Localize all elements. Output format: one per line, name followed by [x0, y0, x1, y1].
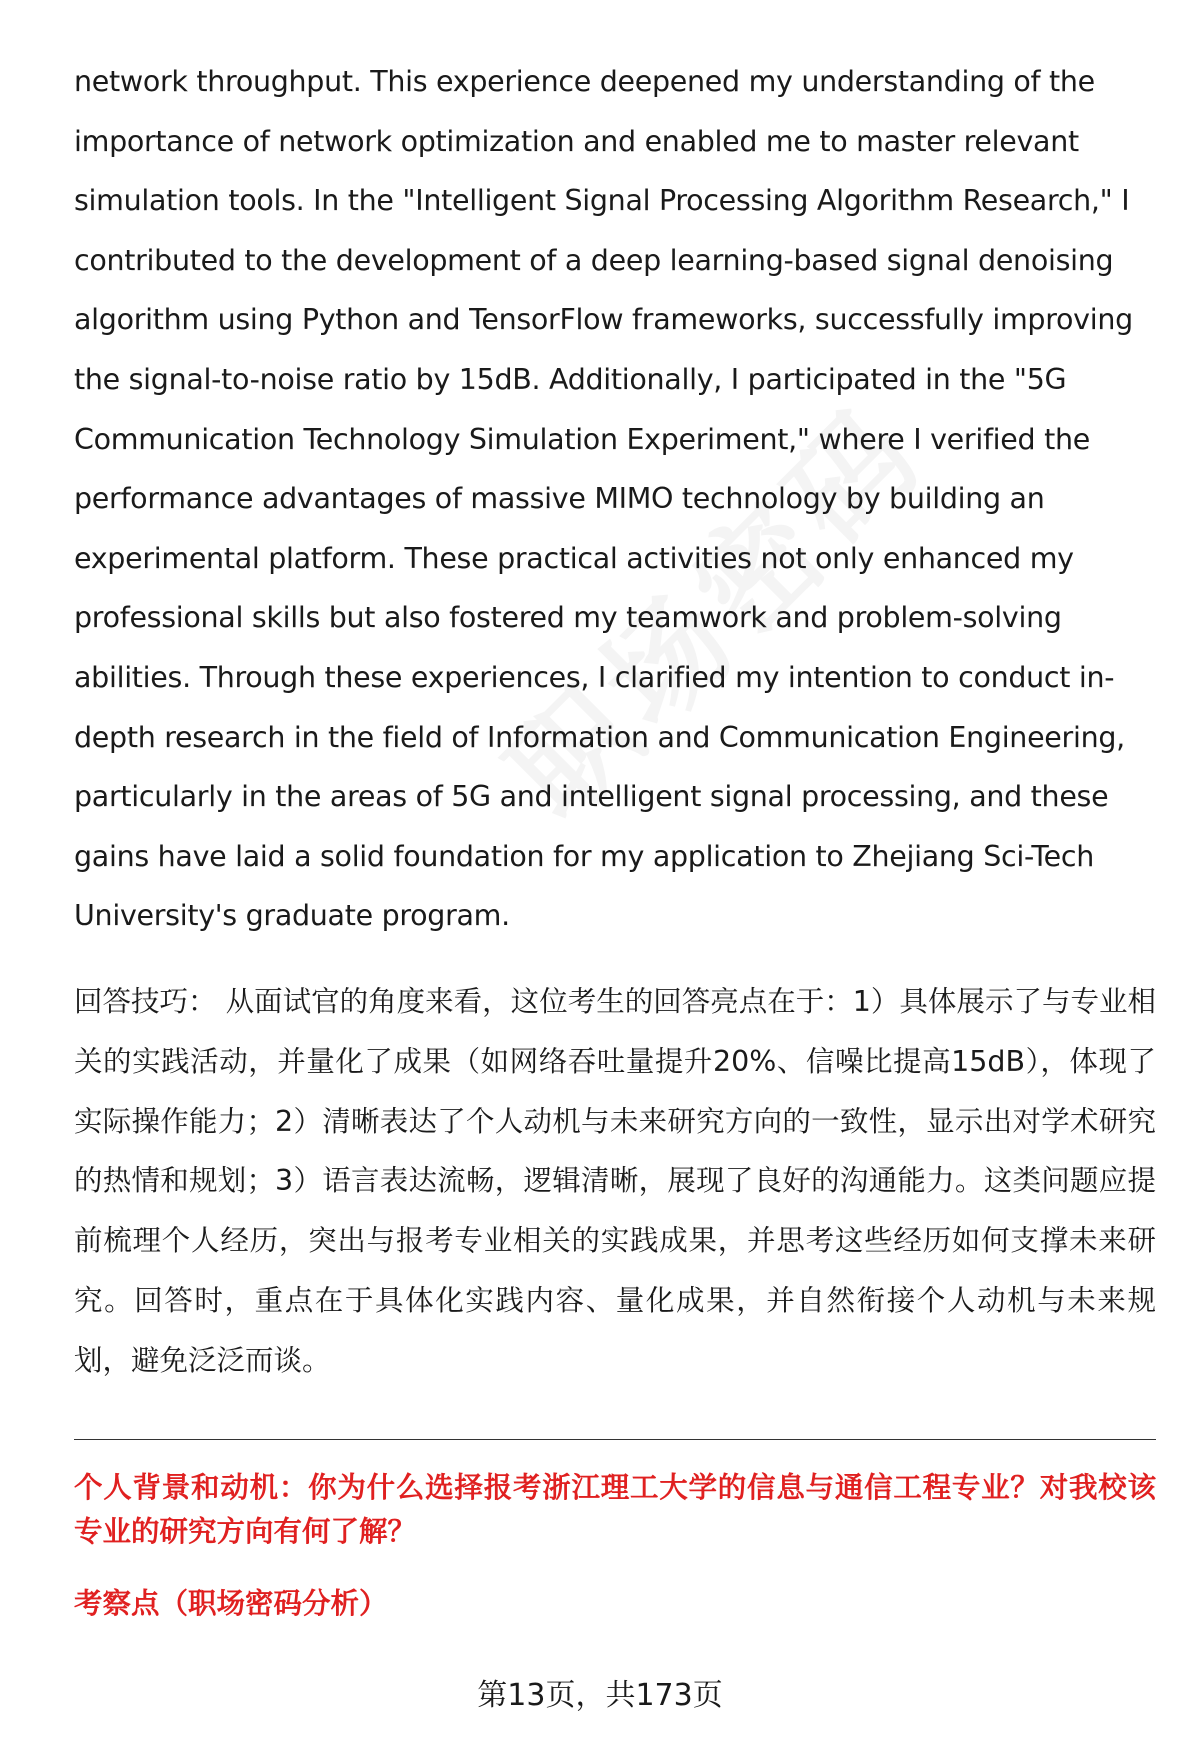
answer-paragraph: network throughput. This experience deepened my understanding of the importance of network optimization and enabled me to master relevant simulation tools. In the "Intelligent Signal Processing Algorithm Research," I contributed to the development of a deep learning-based signal denoising algorithm using Python and TensorFlow frameworks, successfully improving the signal-to-noise ratio by 15dB. Additionally, I participated in the "5G Communication Technology Simulation Experiment," where I verified the performance advantages of massive MIMO technology by building an experimental platform. These practical activities not only enhanced my professional skills but also fostered my teamwork and problem-solving abilities. Through these experiences, I clarified my intention to conduct in-depth research in the field of Information and Communication Engineering, particularly in the areas of 5G and intelligent signal processing, and these gains have laid a solid foundation for my application to Zhejiang Sci-Tech University's graduate program.	[74, 65, 1133, 933]
question-heading: 个人背景和动机：你为什么选择报考浙江理工大学的信息与通信工程专业？对我校该专业的研究方向有何了解？	[74, 1471, 1156, 1548]
body-content	[74, 52, 1156, 1390]
answer-tips-paragraph: 回答技巧： 从面试官的角度来看，这位考生的回答亮点在于：1）具体展示了与专业相关的实践活动，并量化了成果（如网络吞吐量提升20%、信噪比提高15dB），体现了实际操作能力；2）清晰表达了个人动机与未来研究方向的一致性，显示出对学术研究的热情和规划；3）语言表达流畅，逻辑清晰，展现了良好的沟通能力。这类问题应提前梳理个人经历，突出与报考专业相关的实践成果，并思考这些经历如何支撑未来研究。回答时，重点在于具体化实践内容、量化成果，并自然衔接个人动机与未来规划，避免泛泛而谈。	[74, 984, 1156, 1377]
page-number: 第13页，共173页	[477, 1678, 723, 1713]
assessment-subheading: 考察点（职场密码分析）	[74, 1587, 388, 1620]
section-divider	[74, 1439, 1156, 1440]
